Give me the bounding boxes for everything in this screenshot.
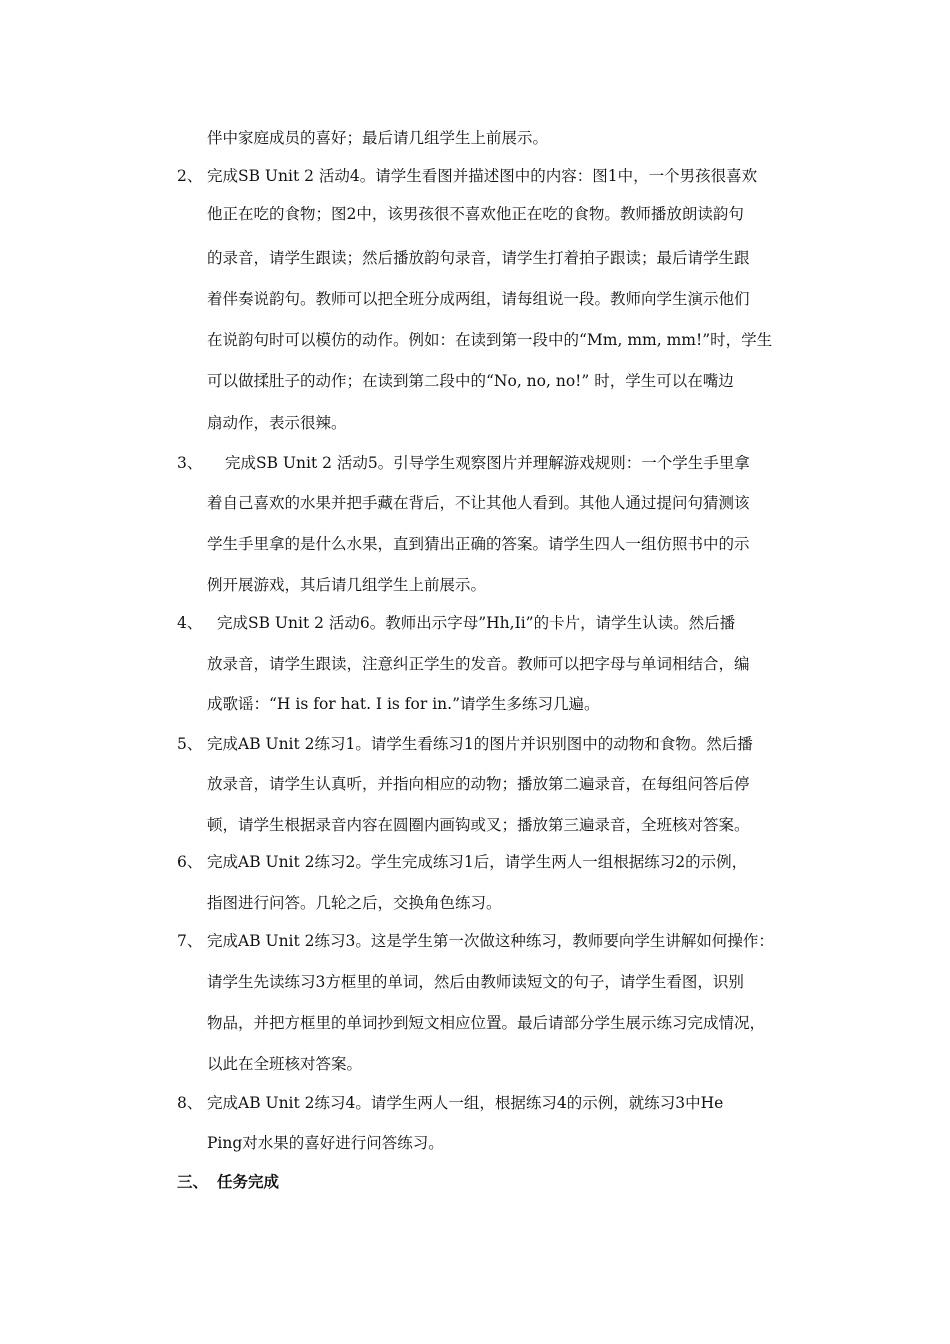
item-3-line-4: 例开展游戏，其后请几组学生上前展示。 (207, 576, 487, 594)
item-3-line-2: 着自己喜欢的水果并把手藏在背后，不让其他人看到。其他人通过提问句猜测该 (207, 494, 750, 512)
item-4-line-3: 成歌谣：“H is for hat. I is for in.”请学生多练习几遍。 (207, 695, 600, 713)
item-4-line-1: 完成SB Unit 2 活动6。教师出示字母”Hh,Ii”的卡片，请学生认读。然后播 (217, 614, 736, 632)
item-8-number: 8、 (177, 1094, 203, 1112)
item-2-line-3: 的录音，请学生跟读；然后播放韵句录音，请学生打着拍子跟读；最后请学生跟 (207, 249, 750, 267)
item-3-number: 3、 (177, 454, 203, 472)
item-2-line-1: 完成SB Unit 2 活动4。请学生看图并描述图中的内容：图1中，一个男孩很喜欢 (207, 167, 758, 185)
item-7-line-1: 完成AB Unit 2练习3。这是学生第一次做这种练习，教师要向学生讲解如何操作： (207, 932, 774, 950)
item-8-line-1: 完成AB Unit 2练习4。请学生两人一组，根据练习4的示例，就练习3中He (207, 1094, 724, 1112)
item-2-line-2: 他正在吃的食物；图2中，该男孩很不喜欢他正在吃的食物。教师播放朗读韵句 (207, 205, 744, 223)
item-7-line-2: 请学生先读练习3方框里的单词，然后由教师读短文的句子，请学生看图，识别 (207, 973, 744, 991)
item-7-number: 7、 (177, 932, 203, 950)
item-7-line-3: 物品，并把方框里的单词抄到短文相应位置。最后请部分学生展示练习完成情况， (207, 1014, 766, 1032)
item-5-number: 5、 (177, 735, 203, 753)
item-2-number: 2、 (177, 167, 203, 185)
item-2-line-5: 在说韵句时可以模仿的动作。例如：在读到第一段中的“Mm, mm, mm!”时，学生 (207, 331, 773, 349)
item-5-line-2: 放录音，请学生认真听，并指向相应的动物；播放第二遍录音，在每组问答后停 (207, 775, 750, 793)
item-3-line-1: 完成SB Unit 2 活动5。引导学生观察图片并理解游戏规则：一个学生手里拿 (225, 454, 750, 472)
item-2-line-4: 着伴奏说韵句。教师可以把全班分成两组，请每组说一段。教师向学生演示他们 (207, 290, 750, 308)
item-6-line-2: 指图进行问答。几轮之后，交换角色练习。 (207, 894, 502, 912)
item-8-line-2: Ping对水果的喜好进行问答练习。 (207, 1134, 444, 1152)
item-6-line-1: 完成AB Unit 2练习2。学生完成练习1后，请学生两人一组根据练习2的示例， (207, 853, 748, 871)
item-6-number: 6、 (177, 853, 203, 871)
item-5-line-1: 完成AB Unit 2练习1。请学生看练习1的图片并识别图中的动物和食物。然后播 (207, 735, 753, 753)
item-2-line-7: 扇动作，表示很辣。 (207, 414, 347, 432)
item-7-line-4: 以此在全班核对答案。 (207, 1055, 363, 1073)
item-3-line-3: 学生手里拿的是什么水果，直到猜出正确的答案。请学生四人一组仿照书中的示 (207, 535, 750, 553)
item-2-line-6: 可以做揉肚子的动作；在读到第二段中的“No, no, no!” 时，学生可以在嘴边 (207, 372, 734, 390)
item-4-number: 4、 (177, 614, 203, 632)
item-4-line-2: 放录音，请学生跟读，注意纠正学生的发音。教师可以把字母与单词相结合，编 (207, 655, 750, 673)
section-title: 任务完成 (217, 1172, 280, 1191)
item-5-line-3: 顿，请学生根据录音内容在圆圈内画钩或叉；播放第三遍录音，全班核对答案。 (207, 816, 750, 834)
continuation-line: 伴中家庭成员的喜好；最后请几组学生上前展示。 (207, 129, 549, 147)
section-number: 三、 (177, 1172, 209, 1191)
